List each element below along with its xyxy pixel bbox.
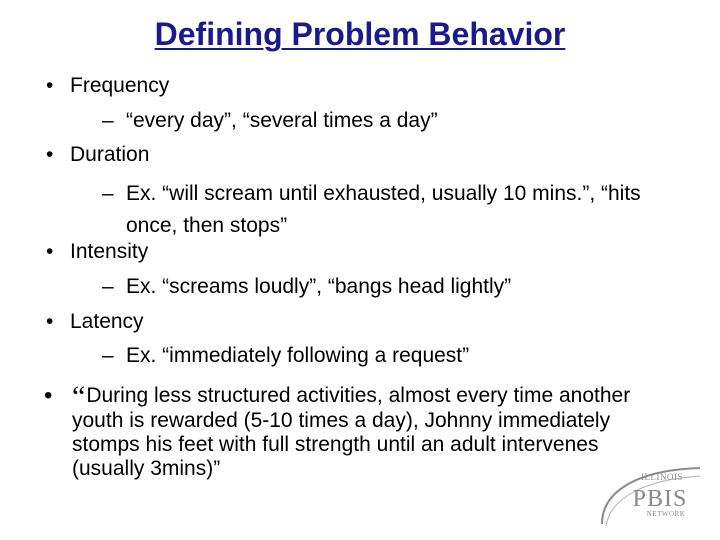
bullet-dot: • bbox=[44, 382, 53, 409]
dash: – bbox=[102, 344, 114, 367]
dash: – bbox=[102, 109, 114, 132]
bullet-latency bbox=[46, 310, 144, 334]
bullet-label: Intensity bbox=[70, 240, 149, 263]
bullet-label: Frequency bbox=[70, 74, 170, 97]
slide-title: Defining Problem Behavior bbox=[154, 16, 566, 52]
sub-bullet-duration bbox=[102, 178, 656, 242]
bullet-intensity bbox=[46, 240, 148, 264]
logo-main-text: PBIS bbox=[632, 486, 688, 512]
open-quote: “ bbox=[72, 380, 86, 413]
example-body: During less structured activities, almost every time another youth is rewarded (5-10 times a day), Johnny immediately stomps his feet with full strength until an adult intervenes (usually 3mins)” bbox=[72, 384, 631, 480]
bullet-dot: • bbox=[46, 74, 54, 97]
bullet-frequency bbox=[46, 74, 169, 98]
sub-bullet-text: “every day”, “several times a day” bbox=[126, 109, 438, 132]
sub-bullet-text: Ex. “will scream until exhausted, usually 10 mins.”, “hits once, then stops” bbox=[126, 182, 641, 237]
logo-bottom-text: NETWORK bbox=[646, 510, 686, 518]
example-text bbox=[72, 380, 632, 481]
bullet-dot: • bbox=[46, 143, 54, 166]
dash: – bbox=[102, 182, 114, 205]
sub-bullet-frequency bbox=[102, 109, 646, 133]
sub-bullet-intensity bbox=[102, 275, 646, 299]
bullet-dot: • bbox=[46, 310, 54, 333]
bullet-label: Latency bbox=[70, 310, 144, 333]
dash: – bbox=[102, 275, 114, 298]
bullet-dot: • bbox=[46, 240, 54, 263]
illinois-pbis-network-logo bbox=[596, 462, 706, 532]
logo-top-text: ILLINOIS bbox=[641, 472, 683, 482]
sub-bullet-text: Ex. “screams loudly”, “bangs head lightly” bbox=[126, 275, 512, 298]
sub-bullet-latency bbox=[102, 344, 646, 368]
bullet-duration bbox=[46, 143, 149, 167]
example-bullet bbox=[44, 380, 644, 481]
sub-bullet-text: Ex. “immediately following a request” bbox=[126, 344, 470, 367]
bullet-label: Duration bbox=[70, 143, 150, 166]
